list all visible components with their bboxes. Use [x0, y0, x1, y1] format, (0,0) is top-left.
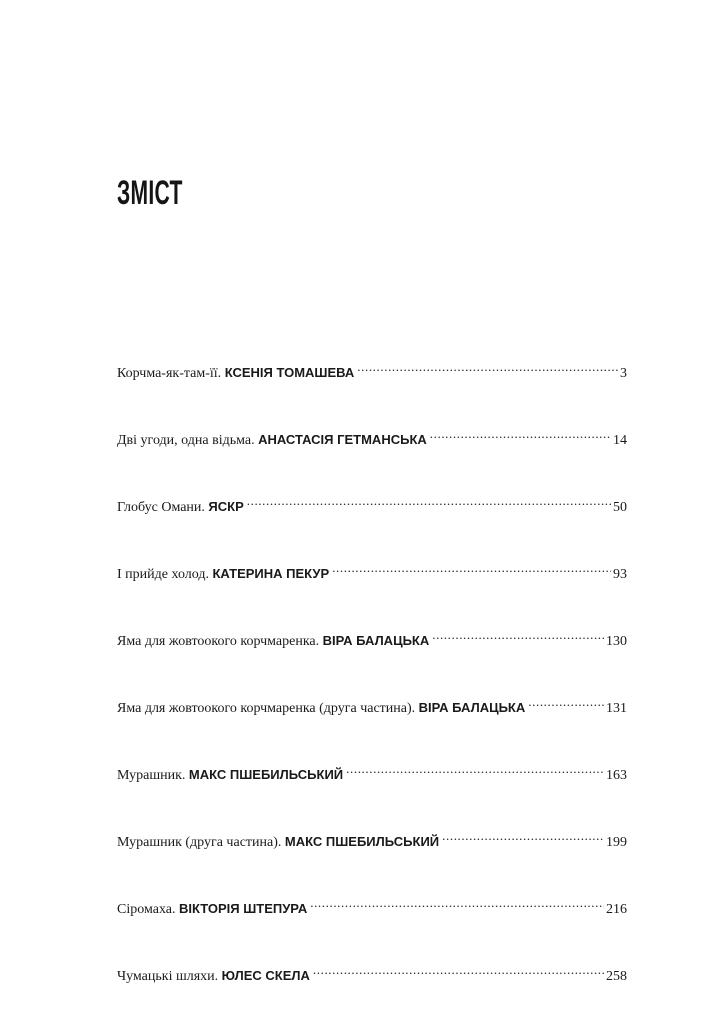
toc-entry[interactable]: [117, 356, 627, 381]
toc-entry[interactable]: [117, 423, 627, 448]
dot-leader: [430, 423, 611, 444]
toc-entry[interactable]: [117, 758, 627, 783]
entry-page-number: 14: [613, 433, 627, 448]
entry-page-number: 199: [606, 835, 627, 850]
entry-author: КАТЕРИНА ПЕКУР: [212, 566, 330, 581]
entry-page-number: 93: [613, 567, 627, 582]
entry-page-number: 216: [606, 902, 627, 917]
entry-author: КСЕНІЯ ТОМАШЕВА: [224, 365, 355, 380]
entry-title: І прийде холод.: [117, 567, 209, 582]
toc-entry[interactable]: [117, 959, 627, 984]
entry-author: ВІРА БАЛАЦЬКА: [322, 633, 430, 648]
dot-leader: [313, 959, 604, 980]
entry-page-number: 50: [613, 500, 627, 515]
dot-leader: [346, 758, 604, 779]
entry-page-number: 131: [606, 701, 627, 716]
entry-page-number: 130: [606, 634, 627, 649]
entry-title: Глобус Омани.: [117, 500, 205, 515]
dot-leader: [432, 624, 604, 645]
dot-leader: [310, 892, 604, 913]
entry-page-number: 163: [606, 768, 627, 783]
entry-author: ВІРА БАЛАЦЬКА: [418, 700, 526, 715]
entry-page-number: 3: [620, 366, 627, 381]
toc-entry[interactable]: [117, 490, 627, 515]
table-of-contents: [117, 356, 627, 1026]
entry-author: ЯСКР: [208, 499, 244, 514]
entry-title: Яма для жовтоокого корчмаренка.: [117, 634, 320, 649]
dot-leader: [247, 490, 611, 511]
dot-leader: [357, 356, 618, 377]
entry-author: МАКС ПШЕБИЛЬСЬКИЙ: [284, 834, 440, 849]
dot-leader: [442, 825, 604, 846]
dot-leader: [332, 557, 611, 578]
entry-author: ЮЛЕС СКЕЛА: [221, 968, 310, 983]
entry-title: Чумацькі шляхи.: [117, 969, 219, 984]
entry-title: Сіромаха.: [117, 902, 176, 917]
page-title: ЗМІСТ: [117, 174, 183, 212]
entry-author: АНАСТАСІЯ ГЕТМАНСЬКА: [258, 432, 427, 447]
entry-page-number: 258: [606, 969, 627, 984]
entry-title: Яма для жовтоокого корчмаренка (друга частина).: [117, 701, 416, 716]
toc-entry[interactable]: [117, 691, 627, 716]
toc-entry[interactable]: [117, 825, 627, 850]
entry-title: Корчма-як-там-її.: [117, 366, 222, 381]
toc-entry[interactable]: [117, 624, 627, 649]
entry-title: Мурашник (друга частина).: [117, 835, 282, 850]
entry-author: ВІКТОРІЯ ШТЕПУРА: [178, 901, 308, 916]
entry-title: Мурашник.: [117, 768, 186, 783]
entry-author: МАКС ПШЕБИЛЬСЬКИЙ: [188, 767, 344, 782]
toc-entry[interactable]: [117, 557, 627, 582]
entry-title: Дві угоди, одна відьма.: [117, 433, 255, 448]
toc-entry[interactable]: [117, 892, 627, 917]
dot-leader: [528, 691, 604, 712]
